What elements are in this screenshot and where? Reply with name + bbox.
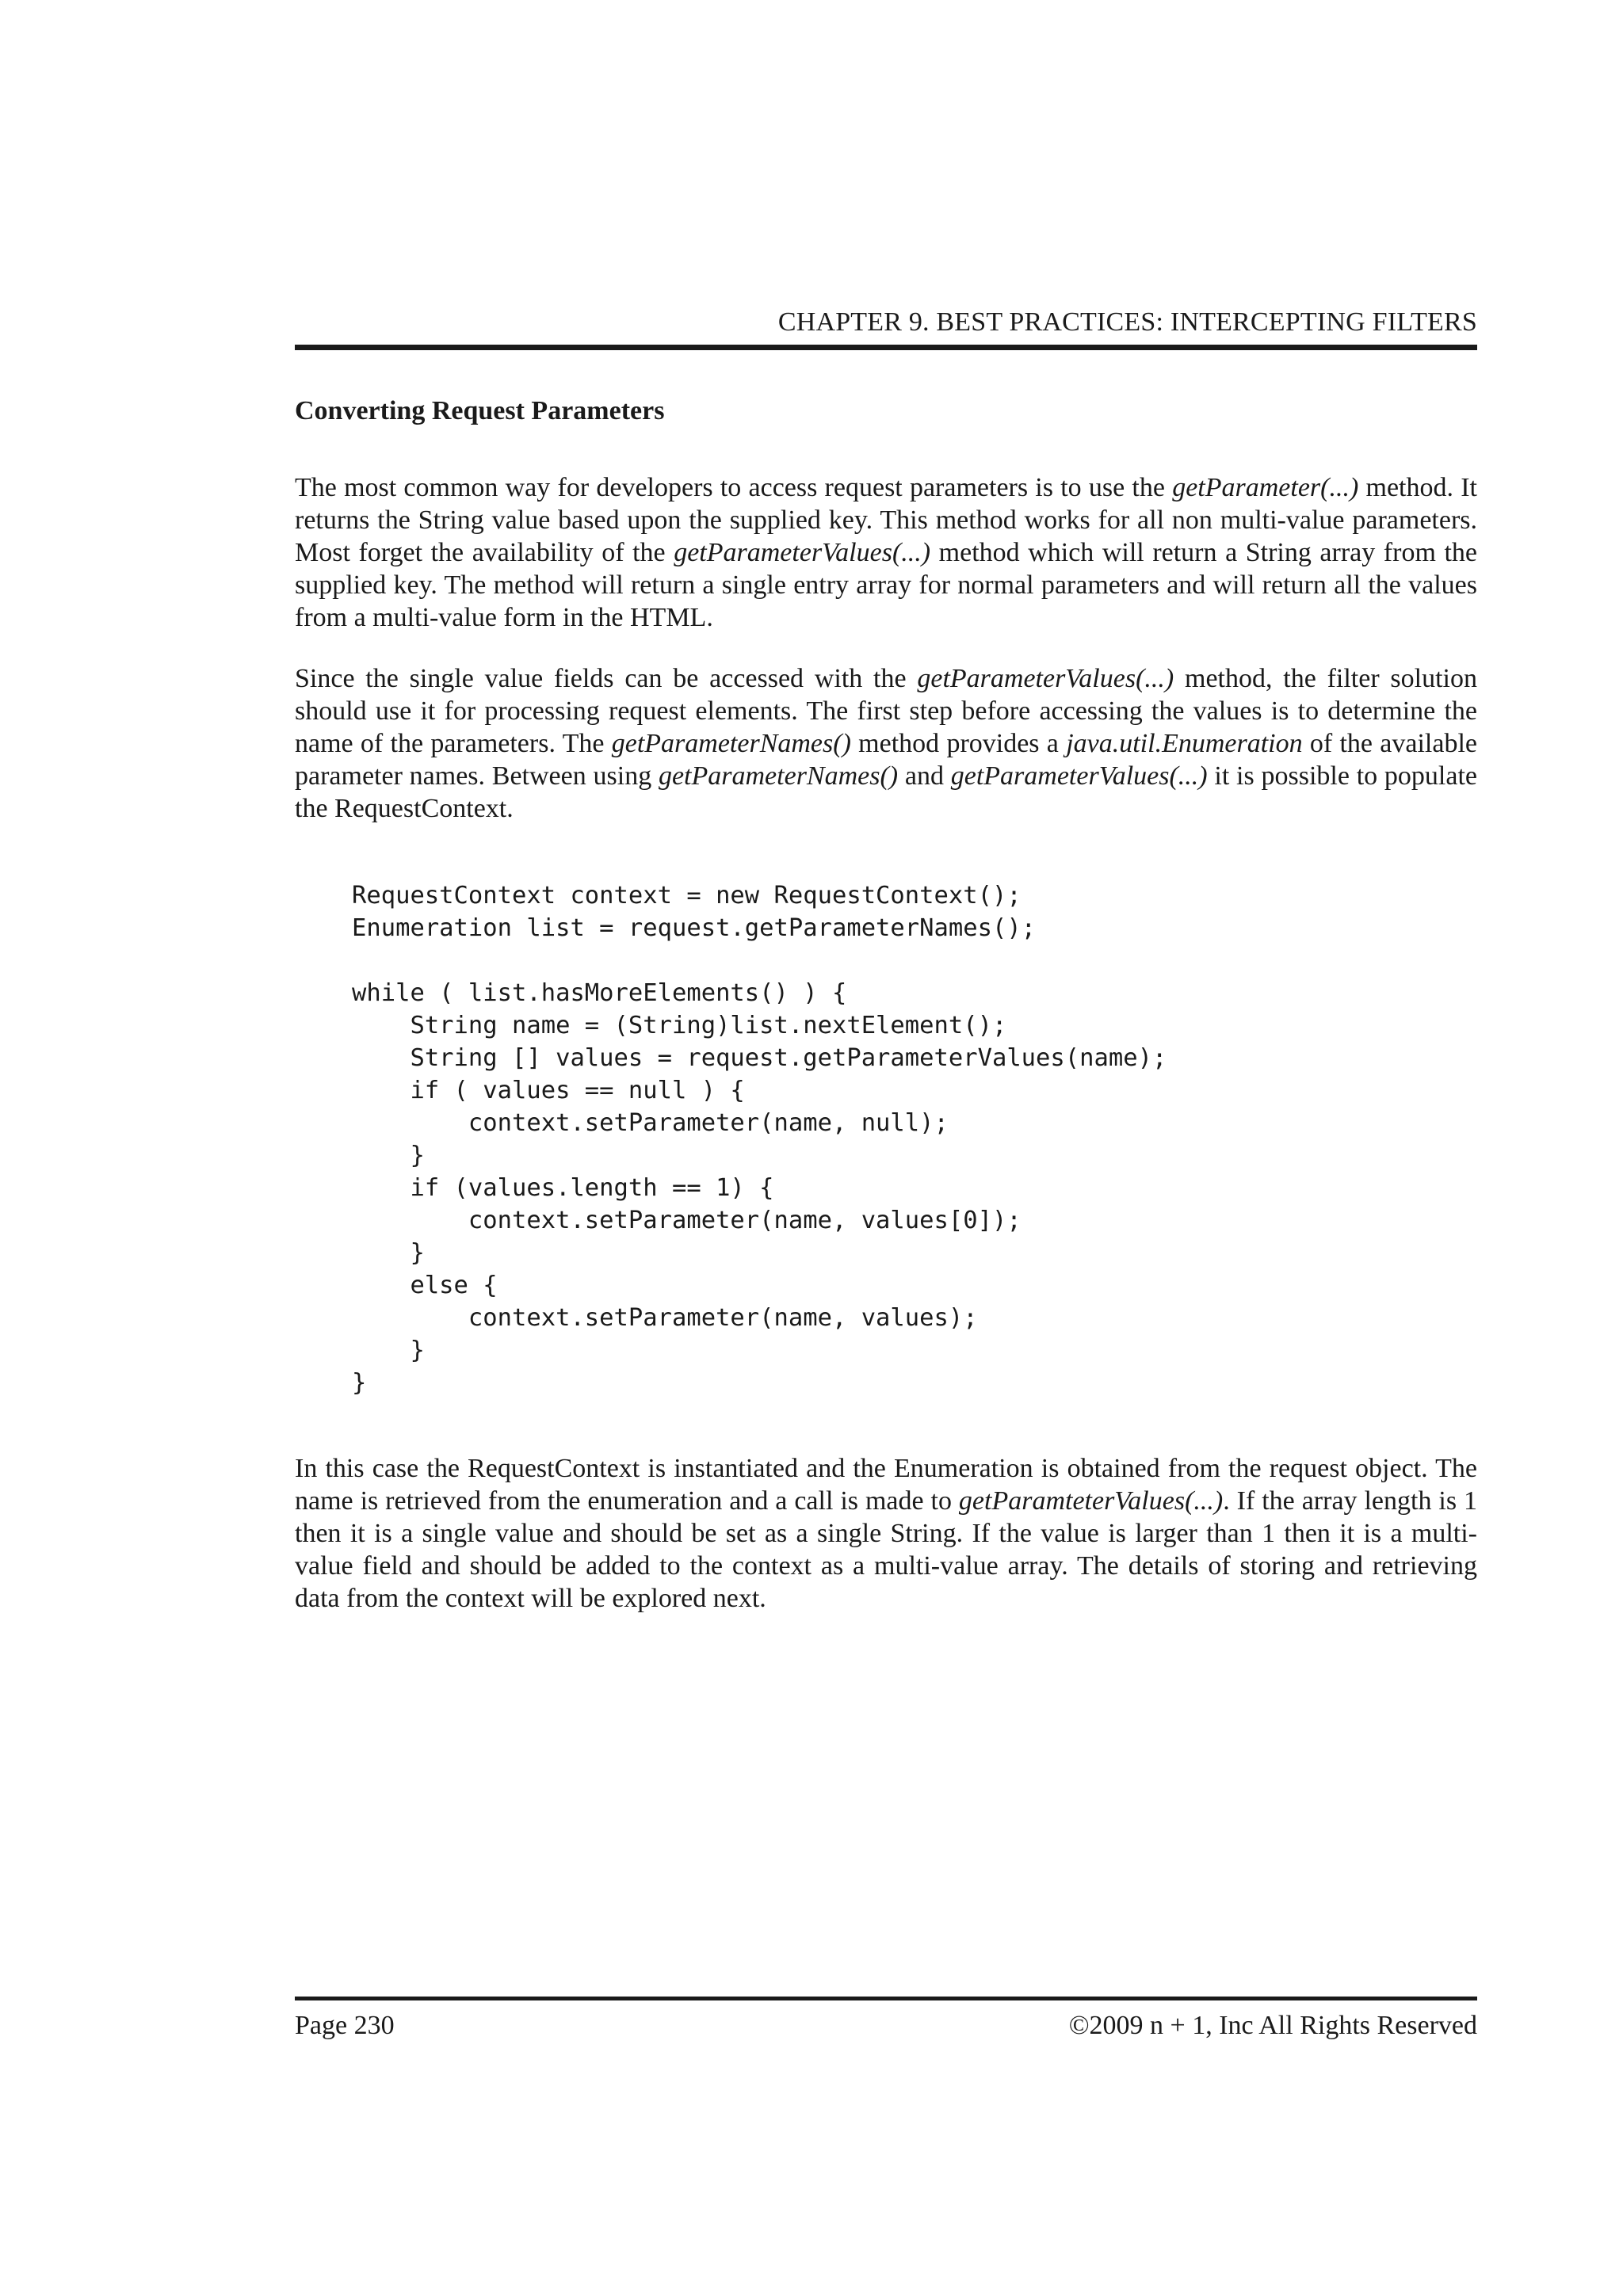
paragraph-text: and bbox=[898, 761, 951, 791]
page-number: Page 230 bbox=[295, 2011, 395, 2040]
paragraph-text: method, the filter solution should use it for processing request elements. The first step before accessing the values is to determine the name of the parameters. The bbox=[295, 664, 1477, 758]
paragraph-text: it is possible to populate the RequestContext. bbox=[295, 761, 1477, 823]
footer-rule bbox=[295, 1997, 1477, 2000]
paragraph-text: method which will return a String array from the supplied key. The method will return a single entry array for normal parameters and will return all the values from a multi-value form in the HTML. bbox=[295, 538, 1477, 632]
method-name: getParameterValues(...) bbox=[950, 761, 1208, 791]
method-name: getParameterNames() bbox=[658, 761, 899, 791]
section-heading: Converting Request Parameters bbox=[295, 396, 665, 425]
paragraph-text: method. It returns the String value based upon the supplied key. This method works for all non multi-value parameters. Most forget the availability of the bbox=[295, 473, 1477, 567]
code-listing: RequestContext context = new RequestContext(); Enumeration list = request.getParameterNames(); while ( list.hasMoreElements() ) { String name = (String)list.nextElement(); String [] values = request.getParameterValues(name); if ( values == null ) { context.setParameter(name, null); } if (values.length == 1) { context.setParameter(name, values[0]); } else { context.setParameter(name, values); } } bbox=[352, 882, 1167, 1397]
paragraph-2 bbox=[295, 662, 1477, 825]
paragraph-text: of the available parameter names. Between using bbox=[295, 729, 1477, 791]
paragraph-text: In this case the RequestContext is instantiated and the Enumeration is obtained from the request object. The name is retrieved from the enumeration and a call is made to bbox=[295, 1454, 1477, 1516]
paragraph-3 bbox=[295, 1452, 1477, 1615]
class-name: java.util.Enumeration bbox=[1066, 729, 1303, 758]
paragraph-text: Since the single value fields can be accessed with the bbox=[295, 664, 918, 693]
method-name: getParameterValues(...) bbox=[917, 664, 1174, 693]
paragraph-1 bbox=[295, 471, 1477, 634]
header-rule bbox=[295, 345, 1477, 350]
method-name: getParameterNames() bbox=[611, 729, 851, 758]
method-name: getParameterValues(...) bbox=[674, 538, 931, 567]
paragraph-text: . If the array length is 1 then it is a single value and should be set as a single String. If the value is larger than 1 then it is a multi-value field and should be added to the context as a multi-value array. The details of storing and retrieving data from the context will be explored next. bbox=[295, 1486, 1477, 1613]
copyright-notice: ©2009 n + 1, Inc All Rights Reserved bbox=[1068, 2011, 1477, 2040]
method-name: getParamteterValues(...) bbox=[958, 1486, 1224, 1516]
paragraph-text: method provides a bbox=[850, 729, 1067, 758]
running-header: CHAPTER 9. BEST PRACTICES: INTERCEPTING FILTERS bbox=[777, 307, 1477, 337]
method-name: getParameter(...) bbox=[1172, 473, 1359, 502]
paragraph-text: The most common way for developers to access request parameters is to use the bbox=[295, 473, 1173, 502]
document-page bbox=[295, 0, 1477, 2296]
